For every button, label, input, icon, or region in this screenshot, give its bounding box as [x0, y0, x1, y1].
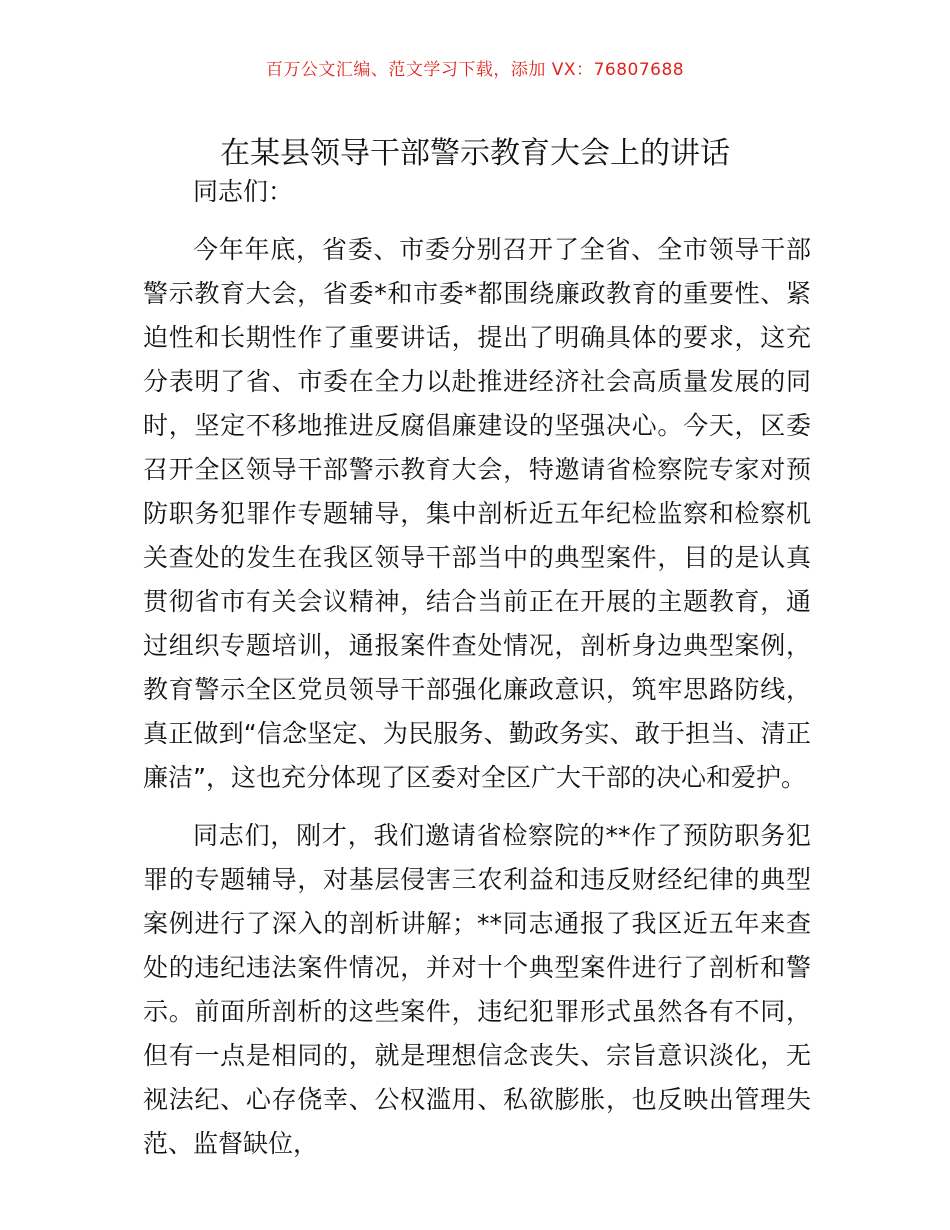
- page-title: 在某县领导干部警示教育大会上的讲话: [220, 136, 730, 172]
- salutation: 同志们：: [193, 177, 294, 206]
- watermark-banner: 百万公文汇编、范文学习下载，添加 VX：76807688: [265, 60, 685, 80]
- paragraph: 今年年底，省委、市委分别召开了全省、全市领导干部警示教育大会，省委*和市委*都围绕廉政教育的重要性、紧迫性和长期性作了重要讲话，提出了明确具体的要求，这充分表明了省、市委在全力以赴推进经济社会高质量发展的同时，坚定不移地推进反腐倡廉建设的坚强决心。今天，区委召开全区领导干部警示教育大会，特邀请省检察院专家对预防职务犯罪作专题辅导，集中剖析近五年纪检监察和检察机关查处的发生在我区领导干部当中的典型案件，目的是认真贯彻省市有关会议精神，结合当前正在开展的主题教育，通过组织专题培训，通报案件查处情况，剖析身边典型案例，教育警示全区党员领导干部强化廉政意识，筑牢思路防线，真正做到“信念坚定、为民服务、勤政务实、敢于担当、清正廉洁”，这也充分体现了区委对全区广大干部的决心和爱护。: [143, 235, 811, 792]
- paragraph: 同志们，刚才，我们邀请省检察院的**作了预防职务犯罪的专题辅导，对基层侵害三农利益和违反财经纪律的典型案例进行了深入的剖析讲解；**同志通报了我区近五年来查处的违纪违法案件情况，并对十个典型案件进行了剖析和警示。前面所剖析的这些案件，违纪犯罪形式虽然各有不同，但有一点是相同的，就是理想信念丧失、宗旨意识淡化，无视法纪、心存侥幸、公权滥用、私欲膨胀，也反映出管理失范、监督缺位，: [143, 821, 811, 1158]
- speech-body: [143, 170, 811, 1180]
